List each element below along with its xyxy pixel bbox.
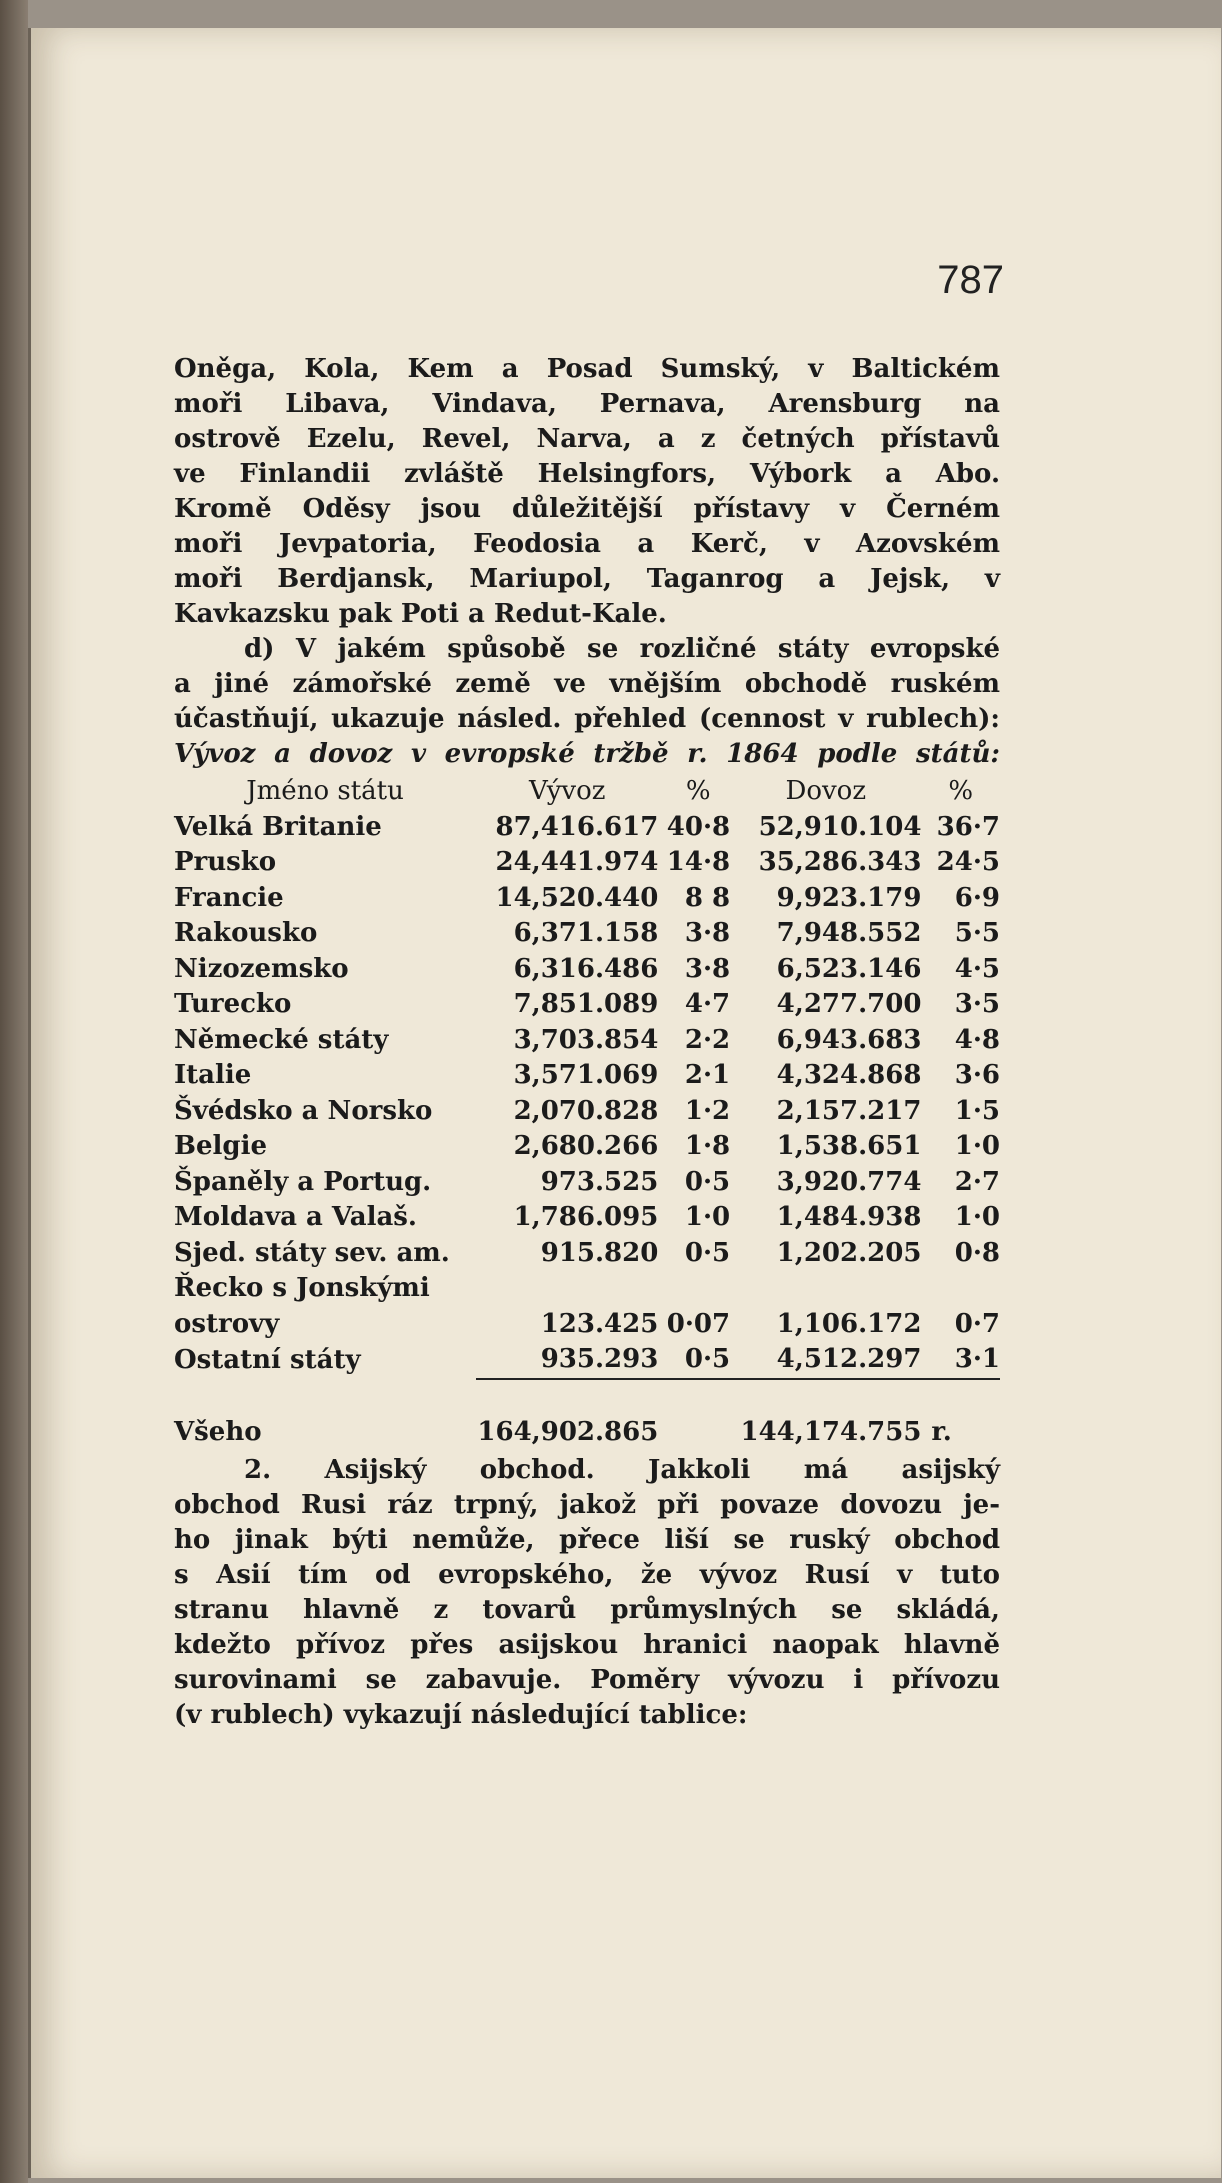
text-line: ostrově Ezelu, Revel, Narva, a z četných přístavů xyxy=(174,424,1000,454)
table-row xyxy=(174,1342,1000,1379)
row-import: 9,923.179 xyxy=(776,882,922,913)
row-name: ostrovy xyxy=(174,1308,280,1339)
text-line: 2. Asijský obchod. Jakkoli má asijský xyxy=(244,1454,1000,1485)
page-number: 787 xyxy=(937,258,1004,302)
row-import: 4,324.868 xyxy=(776,1060,922,1090)
row-import: 1,202.205 xyxy=(776,1237,922,1268)
row-import-pct: 3·1 xyxy=(954,1344,1000,1374)
row-name: Sjed. státy sev. am. xyxy=(174,1237,450,1268)
row-export-pct: 4·7 xyxy=(684,989,731,1019)
total-row xyxy=(174,1415,1000,1451)
row-import-pct: 1·0 xyxy=(954,1131,1000,1161)
row-import-pct: 1·5 xyxy=(954,1095,1000,1126)
row-export: 915.820 xyxy=(540,1237,659,1268)
row-export: 24,441.974 xyxy=(495,847,659,877)
row-import-pct: 3·5 xyxy=(954,989,1000,1019)
row-import-pct: 24·5 xyxy=(936,847,1000,877)
row-import: 4,277.700 xyxy=(776,989,922,1019)
row-name: Turecko xyxy=(174,989,292,1019)
row-export-pct: 3·8 xyxy=(684,918,731,948)
row-export: 935.293 xyxy=(540,1344,659,1374)
row-name: Švédsko a Norsko xyxy=(174,1095,433,1126)
text-line: s Asií tím od evropského, že vývoz Rusí v tuto xyxy=(174,1559,1000,1590)
row-import: 6,523.146 xyxy=(776,953,922,984)
text-line: (v rublech) vykazují následující tablice: xyxy=(174,1699,748,1730)
col-header-import: Dovoz xyxy=(785,776,867,806)
trade-table xyxy=(174,774,1000,1451)
text-line: d) V jakém spůsobě se rozličné státy evropské xyxy=(244,634,1000,664)
table-row xyxy=(174,1271,1000,1307)
total-import: 144,174.755 xyxy=(740,1417,922,1447)
text-line: obchod Rusi ráz trpný, jakož při povaze dovozu je- xyxy=(174,1489,1000,1520)
row-export-pct: 0·5 xyxy=(684,1166,731,1197)
row-import-pct: 1·0 xyxy=(954,1202,1000,1232)
row-import-pct: 3·6 xyxy=(954,1060,1000,1090)
text-line: stranu hlavně z tovarů průmyslných se skládá, xyxy=(174,1594,1000,1625)
row-export: 973.525 xyxy=(540,1166,659,1197)
row-name: Německé státy xyxy=(174,1024,389,1055)
table-row xyxy=(174,1200,1000,1236)
total-export: 164,902.865 xyxy=(477,1417,659,1447)
row-name: Nizozemsko xyxy=(174,953,349,984)
row-export: 2,070.828 xyxy=(513,1095,659,1126)
row-export: 7,851.089 xyxy=(513,989,659,1019)
text-line: surovinami se zabavuje. Poměry vývozu i přívozu xyxy=(174,1664,1000,1695)
row-import-pct: 4·8 xyxy=(954,1024,1000,1055)
row-export-pct: 3·8 xyxy=(684,953,731,984)
row-export-pct: 8 8 xyxy=(684,882,731,913)
row-export-pct: 1·8 xyxy=(684,1131,731,1161)
row-export: 87,416.617 xyxy=(495,811,659,842)
row-import: 2,157.217 xyxy=(776,1095,922,1126)
table-header-row xyxy=(174,774,1000,810)
table-row xyxy=(174,1094,1000,1130)
row-export: 6,316.486 xyxy=(513,953,659,984)
table-row xyxy=(174,987,1000,1023)
total-label: Všeho xyxy=(174,1417,262,1447)
table-row xyxy=(174,845,1000,881)
text-line: moři Jevpatoria, Feodosia a Kerč, v Azovském xyxy=(174,529,1000,559)
page-body xyxy=(174,352,1000,1733)
table-row xyxy=(174,1236,1000,1272)
row-import: 1,484.938 xyxy=(776,1202,922,1232)
row-export: 3,703.854 xyxy=(513,1024,659,1055)
table-body xyxy=(174,810,1000,1272)
row-import: 4,512.297 xyxy=(776,1344,922,1374)
row-import-pct: 0·8 xyxy=(954,1237,1000,1268)
total-unit: r. xyxy=(931,1417,952,1447)
text-line: ho jinak býti nemůže, přece liší se ruský obchod xyxy=(174,1524,1000,1555)
row-export-pct: 2·2 xyxy=(684,1024,731,1055)
row-name: Prusko xyxy=(174,847,277,877)
table-row xyxy=(174,1307,1000,1343)
table-row xyxy=(174,1165,1000,1201)
table-row xyxy=(174,1129,1000,1165)
row-name: Velká Britanie xyxy=(174,811,382,842)
row-export: 14,520.440 xyxy=(495,882,659,913)
row-export: 6,371.158 xyxy=(513,918,659,948)
text-line: kdežto přívoz přes asijskou hranici naopak hlavně xyxy=(174,1629,1000,1660)
text-line: moři Berdjansk, Mariupol, Taganrog a Jejsk, v xyxy=(174,564,1000,594)
table-row xyxy=(174,1058,1000,1094)
row-export: 3,571.069 xyxy=(513,1060,659,1090)
table-caption: Vývoz a dovoz v evropské tržbě r. 1864 podle států: xyxy=(174,739,1000,769)
row-export-pct: 40·8 xyxy=(666,811,731,842)
row-export-pct: 1·0 xyxy=(684,1202,731,1232)
row-import: 1,538.651 xyxy=(776,1131,922,1161)
row-name: Španěly a Portug. xyxy=(174,1166,432,1197)
row-export-pct: 14·8 xyxy=(666,847,731,877)
table-row xyxy=(174,881,1000,917)
text-line: moři Libava, Vindava, Pernava, Arensburg na xyxy=(174,389,1000,419)
row-import: 52,910.104 xyxy=(758,811,922,842)
row-export-pct: 2·1 xyxy=(684,1060,731,1090)
row-name: Rakousko xyxy=(174,918,318,948)
total-rule xyxy=(476,1379,1000,1416)
row-import-pct: 0·7 xyxy=(954,1308,1000,1339)
col-header-import-pct: % xyxy=(948,776,974,806)
row-export-pct: 0·07 xyxy=(666,1308,731,1339)
paragraph-asian-trade xyxy=(174,1453,1000,1733)
row-export: 1,786.095 xyxy=(513,1202,659,1232)
text-line: Kromě Oděsy jsou důležitější přístavy v Černém xyxy=(174,494,1000,524)
text-line: Kavkazsku pak Poti a Redut-Kale. xyxy=(174,599,667,629)
row-import-pct: 2·7 xyxy=(954,1166,1000,1197)
row-import: 3,920.774 xyxy=(776,1166,922,1197)
paragraph-states xyxy=(174,632,1000,737)
row-name: Moldava a Valaš. xyxy=(174,1202,417,1232)
row-export: 2,680.266 xyxy=(513,1131,659,1161)
row-import: 7,948.552 xyxy=(776,918,922,948)
col-header-export-pct: % xyxy=(685,776,711,806)
total-rule-row xyxy=(174,1379,1000,1416)
row-import-pct: 6·9 xyxy=(954,882,1000,913)
row-import-pct: 36·7 xyxy=(936,811,1000,842)
row-export: 123.425 xyxy=(540,1308,659,1339)
row-import-pct: 5·5 xyxy=(954,918,1000,948)
row-import: 6,943.683 xyxy=(776,1024,922,1055)
row-import: 1,106.172 xyxy=(776,1308,922,1339)
row-name: Italie xyxy=(174,1060,252,1090)
row-name: Ostatní státy xyxy=(174,1344,361,1375)
table-row xyxy=(174,1023,1000,1059)
row-import-pct: 4·5 xyxy=(954,953,1000,984)
text-line: účastňují, ukazuje násled. přehled (cennost v rublech): xyxy=(174,704,1000,734)
text-line: ve Finlandii zvláště Helsingfors, Výbork a Abo. xyxy=(174,459,1000,489)
row-export-pct: 1·2 xyxy=(684,1095,731,1126)
text-line: a jiné zámořské země ve vnějším obchodě ruském xyxy=(174,669,1000,699)
table-row xyxy=(174,916,1000,952)
table-row xyxy=(174,952,1000,988)
book-gutter xyxy=(0,0,28,2183)
text-line: Oněga, Kola, Kem a Posad Sumský, v Baltickém xyxy=(174,354,1000,384)
col-header-export: Vývoz xyxy=(528,776,606,806)
paragraph-ports xyxy=(174,352,1000,632)
col-header-name: Jméno státu xyxy=(246,776,404,806)
row-export-pct: 0·5 xyxy=(684,1344,731,1374)
row-name: Francie xyxy=(174,882,284,913)
row-import: 35,286.343 xyxy=(758,847,922,877)
row-export-pct: 0·5 xyxy=(684,1237,731,1268)
row-name: Belgie xyxy=(174,1131,267,1161)
row-name: Řecko s Jonskými xyxy=(174,1273,430,1303)
table-row xyxy=(174,810,1000,846)
